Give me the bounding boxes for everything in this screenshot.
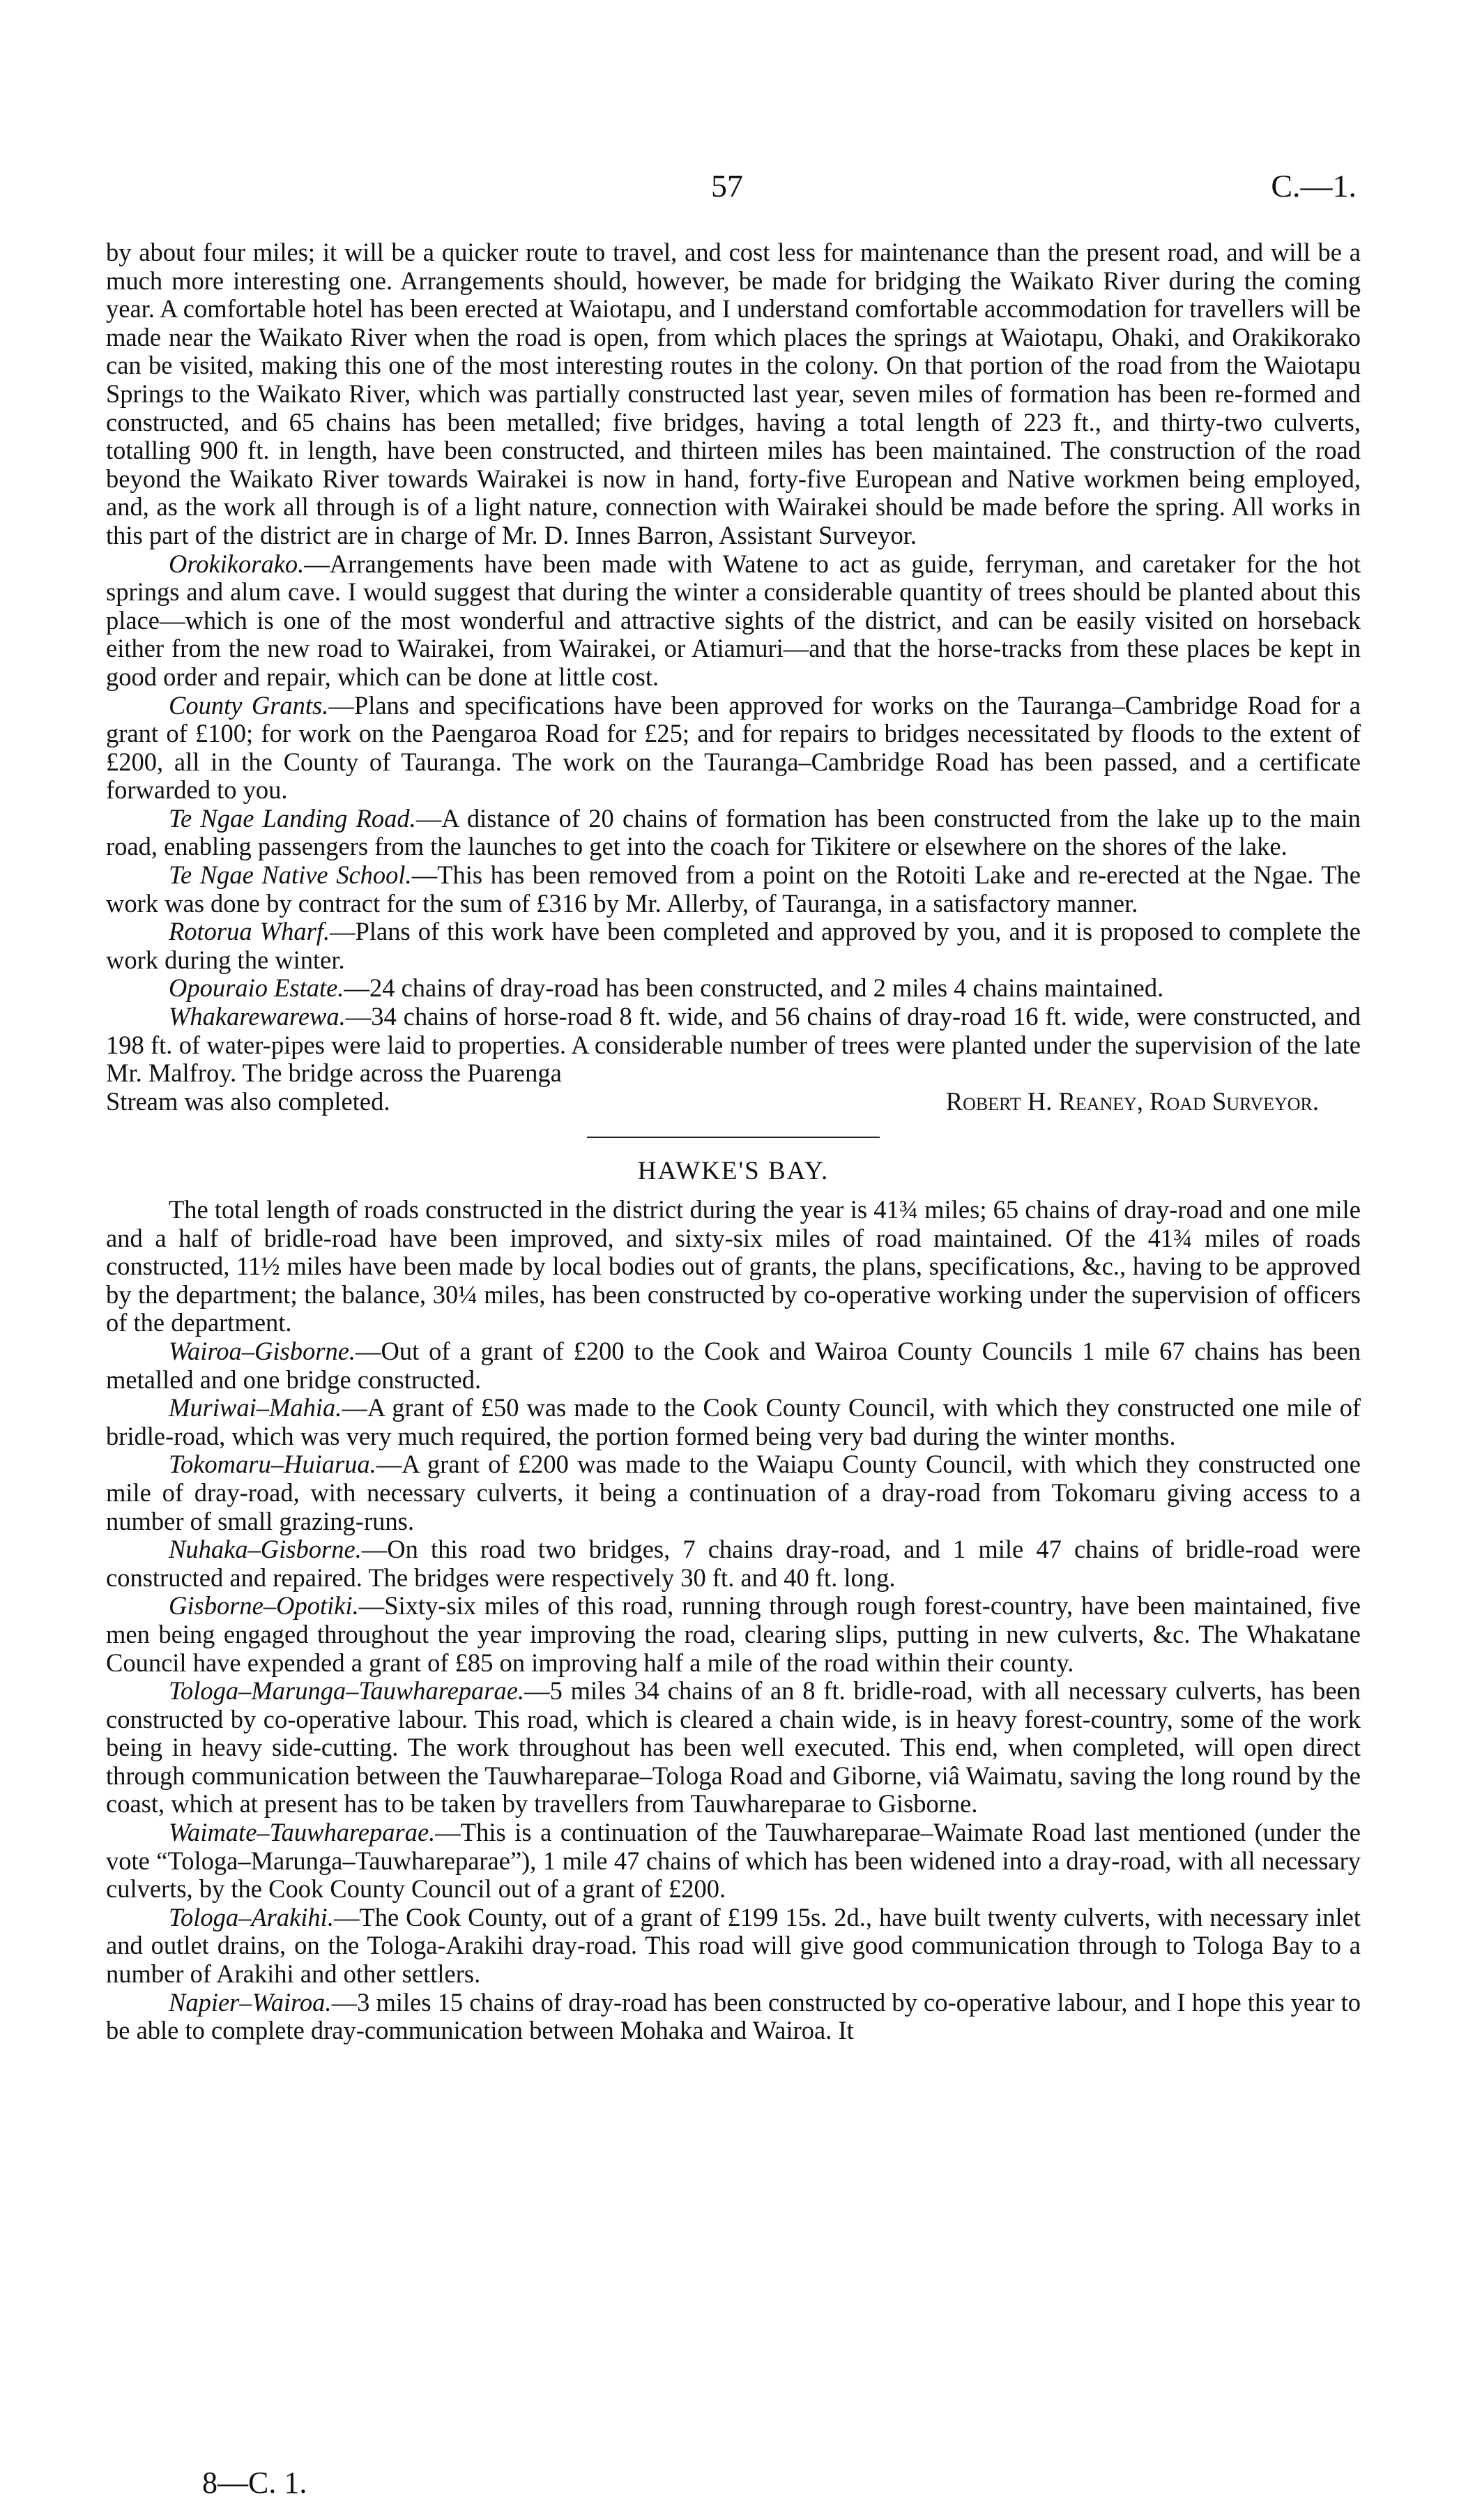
rotorua-wharf-title: Rotorua Wharf. [169, 917, 330, 946]
section-divider [587, 1137, 880, 1138]
tokomaru-paragraph [106, 1450, 1361, 1535]
nuhaka-title: Nuhaka–Gisborne. [169, 1535, 362, 1564]
nuhaka-paragraph [106, 1535, 1361, 1592]
te-ngae-landing-title: Te Ngae Landing Road. [169, 803, 416, 833]
muriwai-title: Muriwai–Mahia. [169, 1393, 342, 1422]
whakarewarewa-title: Whakarewarewa. [169, 1002, 346, 1031]
body-text [106, 238, 1361, 2045]
hawkes-bay-intro: The total length of roads constructed in the district during the year is 41¾ miles; 65 chains of dray-road and one mile and a half of bridle-road have been improved, and sixty-six miles of road maintained. Of the 41¾ miles of roads constructed, 11½ miles have been made by local bodies out of grants, the plans, specifications, &c., having to be approved by the department; the balance, 30¼ miles, has been constructed by co-operative working under the supervision of officers of the department. [106, 1195, 1361, 1337]
arakihi-title: Tologa–Arakihi. [169, 1902, 334, 1931]
surveyor-signature: Robert H. Reaney, Road Surveyor. [945, 1086, 1319, 1116]
opouraio-text: —24 chains of dray-road has been constructed, and 2 miles 4 chains maintained. [344, 973, 1164, 1003]
county-grants-text: —Plans and specifications have been approved for works on the Tauranga–Cambridge Road for a grant of £100; for work on the Paengaroa Road for £25; and for repairs to bridges necessitated by floods to the extent of £200, all in the County of Tauranga. The work on the Tauranga–Cambridge Road has been passed, and a certificate forwarded to you. [106, 690, 1361, 805]
orokikorako-title: Orokikorako. [169, 549, 305, 578]
signature-line [106, 1088, 1361, 1116]
signature-mark: 8—C. 1. [202, 2466, 307, 2500]
te-ngae-school-text: —This has been removed from a point on the Rotoiti Lake and re-erected at the Ngae. The work was done by contract for the sum of £316 by Mr. Allerby, of Tauranga, in a satisfactory manner. [106, 860, 1361, 918]
gisborne-title: Gisborne–Opotiki. [169, 1591, 359, 1620]
tologa-paragraph [106, 1677, 1361, 1819]
county-grants-title: County Grants. [169, 690, 329, 720]
page-header [0, 167, 1482, 209]
page-number: 57 [711, 168, 743, 204]
arakihi-text: —The Cook County, out of a grant of £199 15s. 2d., have built twenty culverts, with necessary inlet and outlet drains, on the Tologa-Arakihi dray-road. This road will give good communication through to Tologa Bay to a number of Arakihi and other settlers. [106, 1902, 1361, 1989]
gisborne-text: —Sixty-six miles of this road, running through rough forest-country, have been maintained, five men being engaged throughout the year improving the road, clearing slips, putting in new culverts, &c. The Whakatane Council have expended a grant of £85 on improving half a mile of the road within their county. [106, 1591, 1361, 1677]
muriwai-paragraph [106, 1394, 1361, 1450]
te-ngae-school-paragraph [106, 861, 1361, 918]
opouraio-paragraph [106, 974, 1361, 1003]
tokomaru-text: —A grant of £200 was made to the Waiapu County Council, with which they constructed one mile of dray-road, with necessary culverts, it being a continuation of a dray-road from Tokomaru giving access to a number of small grazing-runs. [106, 1450, 1361, 1535]
county-grants-paragraph [106, 692, 1361, 805]
rotorua-wharf-paragraph [106, 918, 1361, 974]
waimate-title: Waimate–Tauwhareparae. [169, 1818, 436, 1847]
wairoa-paragraph [106, 1337, 1361, 1394]
napier-text: —3 miles 15 chains of dray-road has been constructed by co-operative labour, and I hope this year to be able to complete dray-communication between Mohaka and Wairoa. It [106, 1987, 1361, 2045]
nuhaka-text: —On this road two bridges, 7 chains dray-road, and 1 mile 47 chains of bridle-road were constructed and repaired. The bridges were respectively 30 ft. and 40 ft. long. [106, 1535, 1361, 1592]
orokikorako-paragraph [106, 550, 1361, 692]
continuation-paragraph: by about four miles; it will be a quicker route to travel, and cost less for maintenance than the present road, and will be a much more interesting one. Arrangements should, however, be made for bridging the Waikato River during the coming year. A comfortable hotel has been erected at Waiotapu, and I understand comfortable accommodation for travellers will be made near the Waikato River when the road is open, from which places the springs at Waiotapu, Ohaki, and Orakikorako can be visited, making this one of the most interesting routes in the colony. On that portion of the road from the Waiotapu Springs to the Waikato River, which was partially constructed last year, seven miles of formation has been re-formed and constructed, and 65 chains has been metalled; five bridges, having a total length of 223 ft., and thirty-two culverts, totalling 900 ft. in length, have been constructed, and thirteen miles has been maintained. The construction of the road beyond the Waikato River towards Wairakei is now in hand, forty-five European and Native workmen being employed, and, as the work all through is of a light nature, connection with Wairakei should be made before the spring. All works in this part of the district are in charge of Mr. D. Innes Barron, Assistant Surveyor. [106, 238, 1361, 549]
tokomaru-title: Tokomaru–Huiarua. [169, 1450, 376, 1479]
section-heading: HAWKE'S BAY. [637, 1157, 830, 1186]
opouraio-title: Opouraio Estate. [169, 973, 344, 1003]
whakarewarewa-last-line: Stream was also completed. [106, 1086, 390, 1116]
muriwai-text: —A grant of £50 was made to the Cook County Council, with which they constructed one mile of bridle-road, which was very much required, the portion formed being very bad during the winter months. [106, 1393, 1361, 1450]
te-ngae-landing-text: —A distance of 20 chains of formation has been constructed from the lake up to the main road, enabling passengers from the launches to get into the coach for Tikitere or elsewhere on the shores of the lake. [106, 803, 1361, 861]
waimate-text: —This is a continuation of the Tauwhareparae–Waimate Road last mentioned (under the vote “Tologa–Marunga–Tauwhareparae”), 1 mile 47 chains of which has been widened into a dray-road, with all necessary culverts, by the Cook County Council out of a grant of £200. [106, 1818, 1361, 1904]
gisborne-paragraph [106, 1592, 1361, 1677]
rotorua-wharf-text: —Plans of this work have been completed and approved by you, and it is proposed to complete the work during the winter. [106, 917, 1361, 974]
te-ngae-school-title: Te Ngae Native School. [169, 860, 412, 890]
whakarewarewa-text: —34 chains of horse-road 8 ft. wide, and 56 chains of dray-road 16 ft. wide, were constructed, and 198 ft. of water-pipes were laid to properties. A considerable number of trees were planted under the supervision of the late Mr. Malfroy. The bridge across the Puarenga [106, 1002, 1361, 1088]
wairoa-text: —Out of a grant of £200 to the Cook and Wairoa County Councils 1 mile 67 chains has been metalled and one bridge constructed. [106, 1336, 1361, 1394]
napier-paragraph [106, 1989, 1361, 2045]
te-ngae-landing-paragraph [106, 805, 1361, 861]
arakihi-paragraph [106, 1904, 1361, 1989]
whakarewarewa-paragraph [106, 1003, 1361, 1088]
orokikorako-text: —Arrangements have been made with Watene to act as guide, ferryman, and caretaker for the hot springs and alum cave. I would suggest that during the winter a considerable quantity of trees should be planted about this place—which is one of the most wonderful and attractive sights of the district, and can be easily visited on horseback either from the new road to Wairakei, from Wairakei, or Atiamuri—and that the horse-tracks from these places be kept in good order and repair, which can be done at little cost. [106, 549, 1361, 691]
napier-title: Napier–Wairoa. [169, 1987, 332, 2017]
document-reference: C.—1. [1271, 168, 1357, 204]
wairoa-title: Wairoa–Gisborne. [169, 1336, 356, 1365]
tologa-title: Tologa–Marunga–Tauwhareparae. [169, 1676, 525, 1706]
waimate-paragraph [106, 1819, 1361, 1904]
tologa-text: —5 miles 34 chains of an 8 ft. bridle-road, with all necessary culverts, has been constructed by co-operative labour. This road, which is cleared a chain wide, is in heavy forest-country, some of the work being in heavy side-cutting. The work throughout has been well executed. This end, when completed, will open direct through communication between the Tauwhareparae–Tologa Road and Giborne, viâ Waimatu, saving the long round by the coast, which at present has to be taken by travellers from Tauwhareparae to Gisborne. [106, 1676, 1361, 1819]
